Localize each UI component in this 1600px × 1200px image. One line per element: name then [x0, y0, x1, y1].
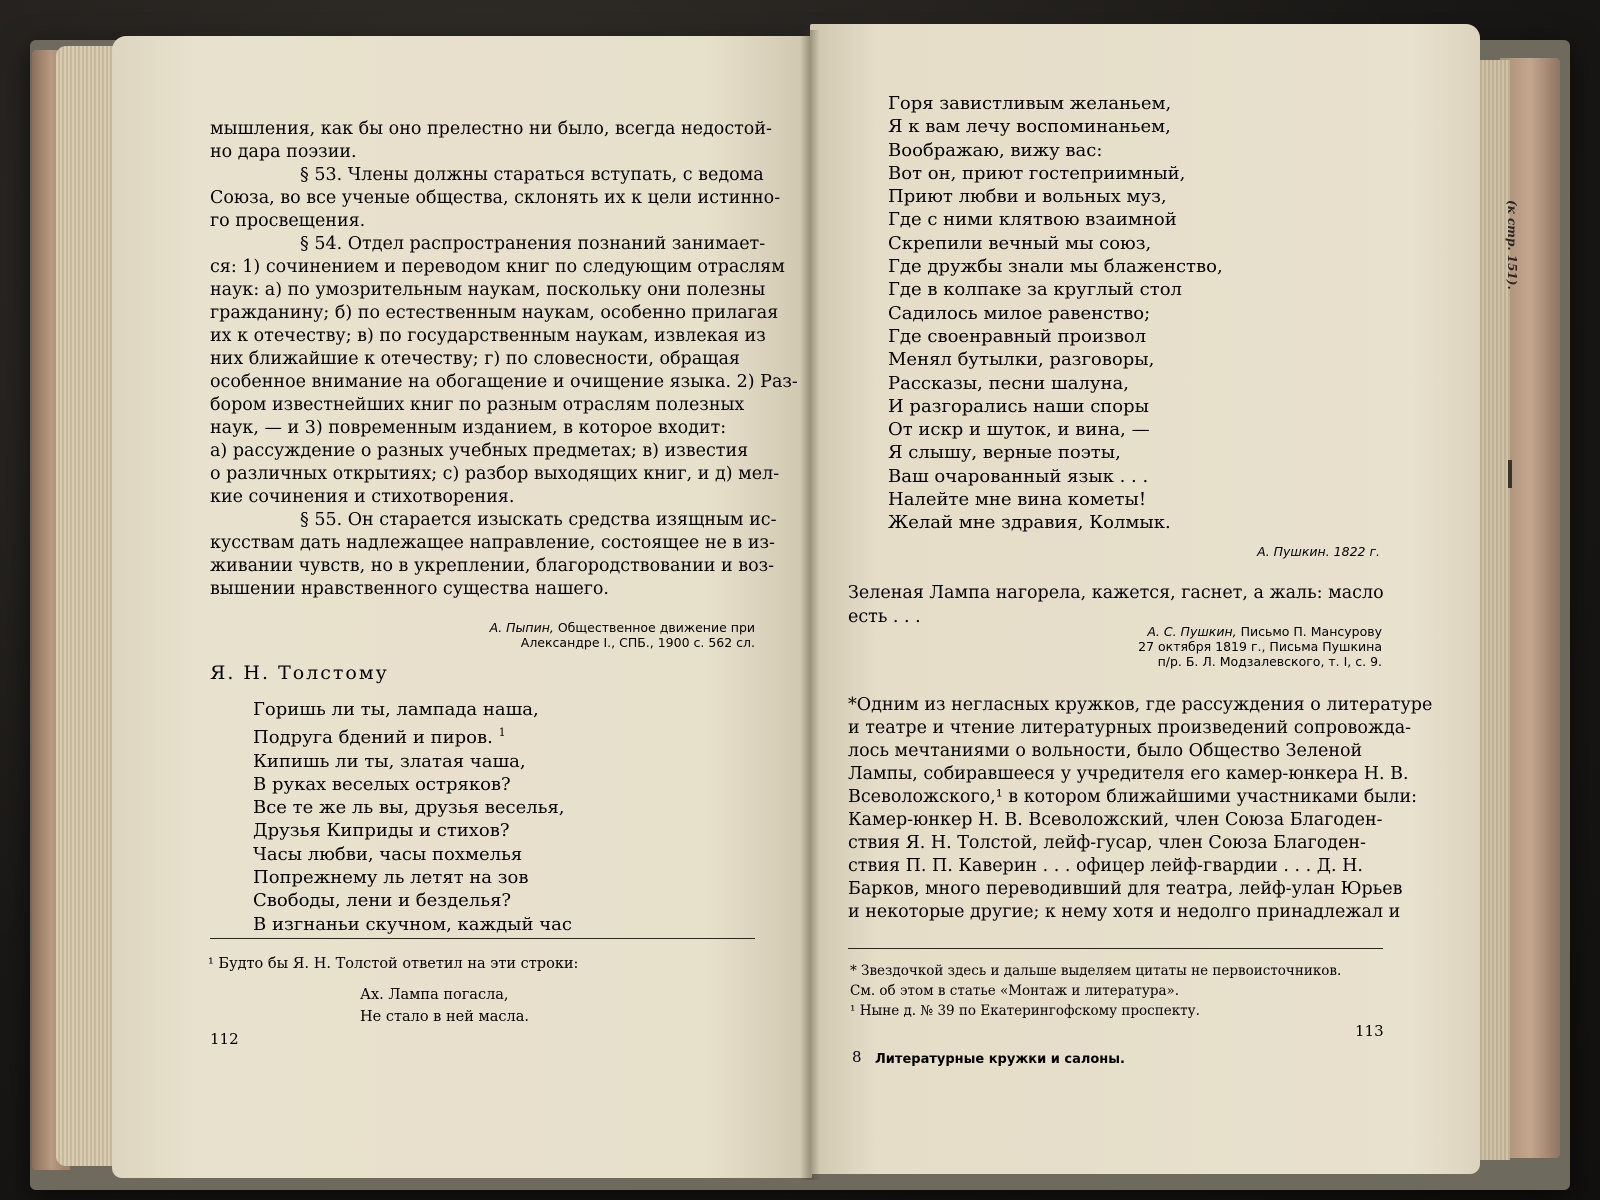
poem-line: Подруга бдений и пиров. $^1$ [253, 726, 506, 749]
poem-line: Горишь ли ты, лампада наша, [253, 699, 539, 720]
left-body-line: мышления, как бы оно прелестно ни было, всегда недостой- [210, 119, 772, 139]
side-mark [1508, 460, 1512, 488]
left-body-line: § 55. Он старается изыскать средства изящным ис- [300, 510, 777, 530]
left-body-line: Союза, во все ученые общества, склонять их к цели истинно- [210, 188, 781, 208]
poem-line: Желай мне здравия, Колмык. [888, 512, 1171, 534]
poem-line: Приют любви и вольных муз, [888, 186, 1167, 208]
left-body-line: наук, — и 3) повременным изданием, в которое входит: [210, 418, 727, 438]
poem-line: Где в колпаке за круглый стол [888, 279, 1182, 301]
poem-line: От искр и шуток, и вина, — [888, 419, 1150, 441]
right-page-number: 113 [1355, 1022, 1384, 1040]
right-body-line: Барков, много переводивший для театра, лейф-улан Юрьев [848, 879, 1403, 899]
left-citation-line2: Александре I., СПБ., 1900 с. 562 сл. [520, 635, 755, 650]
left-page-number: 112 [210, 1030, 239, 1048]
left-body-line: ся: 1) сочинением и переводом книг по следующим отраслям [210, 257, 785, 277]
poem-title: Я. Н. Толстому [210, 662, 389, 684]
book-gutter [800, 30, 820, 1180]
right-poem-citation: А. Пушкин. 1822 г. [1257, 544, 1380, 559]
side-note: (к стр. 151). [1505, 200, 1519, 290]
poem-line: Свободы, лени и безделья? [253, 890, 512, 912]
right-body-line: Всеволожского,¹ в котором ближайшими участниками были: [848, 787, 1418, 807]
left-citation [440, 620, 755, 650]
poem-line: Где своенравный произвол [888, 325, 1147, 347]
poem-line: Воображаю, вижу вас: [888, 139, 1103, 161]
poem-line: Налейте мне вина кометы! [888, 489, 1147, 511]
right-body-line: Лампы, собиравшееся у учредителя его камер-юнкера Н. В. [848, 764, 1409, 784]
right-body-line: Камер-юнкер Н. В. Всеволожский, член Союза Благоден- [848, 810, 1383, 830]
poem-line: Менял бутылки, разговоры, [888, 349, 1155, 371]
right-body-line: ствия Я. Н. Толстой, лейф-гусар, член Союза Благоден- [848, 833, 1366, 853]
left-citation-line1: Общественное движение при [557, 620, 755, 635]
left-footnote-verse1: Ах. Лампа погасла, [360, 987, 509, 1003]
right-body-line: *Одним из негласных кружков, где рассуждения о литературе [848, 695, 1433, 715]
poem-line: Где дружбы знали мы блаженство, [888, 256, 1223, 278]
right-poem [888, 92, 1223, 535]
left-body-line: живании чувств, но в укреплении, благородствовании и воз- [210, 556, 775, 576]
left-body-line: их к отечеству; в) по государственным наукам, извлекая из [210, 326, 766, 346]
right-body-line: ствия П. П. Каверин . . . офицер лейф-гвардии . . . Д. Н. [848, 856, 1363, 876]
poem-line: Где с ними клятвою взаимной [888, 209, 1177, 231]
right-body-line: и театре и чтение литературных произведений сопровожда- [848, 718, 1412, 738]
right-footnote-line1: * Звездочкой здесь и дальше выделяем цитаты не первоисточников. [850, 963, 1342, 979]
right-footnote-rule [848, 948, 1383, 949]
signature-title: Литературные кружки и салоны. [875, 1052, 1125, 1067]
poem-line: Садилось милое равенство; [888, 302, 1151, 324]
poem-line: В изгнаньи скучном, каждый час [253, 913, 572, 935]
left-body-line: но дара поэзии. [210, 142, 357, 162]
right-body-line: и некоторые другие; к нему хотя и недолго принадлежал и [848, 902, 1401, 922]
poem-line: Я слышу, верные поэты, [888, 442, 1121, 464]
left-footnote-verse2: Не стало в ней масла. [360, 1009, 529, 1025]
left-poem [253, 698, 572, 936]
poem-line: Вот он, приют гостеприимный, [888, 162, 1186, 184]
poem-line: Все те же ль вы, друзья веселья, [253, 797, 565, 819]
left-body-line: них ближайшие к отечеству; г) по словесности, обращая [210, 349, 740, 369]
left-body-line: наук: а) по умозрительным наукам, поскольку они полезны [210, 280, 766, 300]
left-body-line: § 54. Отдел распространения познаний занимает- [300, 234, 766, 254]
left-body-line: а) рассуждение о разных учебных предметах; в) известия [210, 441, 749, 461]
poem-line: Скрепили вечный мы союз, [888, 232, 1152, 254]
poem-line: Часы любви, часы похмелья [253, 843, 523, 865]
right-quote-line2: есть . . . [848, 607, 921, 627]
left-body-line: о различных открытиях; с) разбор выходящих книг, и д) мел- [210, 464, 780, 484]
right-footnote-line2: См. об этом в статье «Монтаж и литература». [850, 983, 1180, 999]
poem-line: Попрежнему ль летят на зов [253, 867, 529, 889]
left-body-line: гражданину; б) по естественным наукам, особенно прилагая [210, 303, 779, 323]
left-body-line: кие сочинения и стихотворения. [210, 487, 515, 507]
poem-line: Рассказы, песни шалуна, [888, 372, 1129, 394]
right-footnote-line3: ¹ Ныне д. № 39 по Екатерингофскому проспекту. [850, 1003, 1200, 1019]
poem-line: Ваш очарованный язык . . . [888, 465, 1149, 487]
left-body-line: бором известнейших книг по разным отраслям полезных [210, 395, 745, 415]
left-body-line: § 53. Члены должны стараться вступать, с ведома [300, 165, 764, 185]
poem-line: И разгорались наши споры [888, 395, 1149, 417]
page-stack-left [56, 46, 116, 1166]
left-body-line: вышении нравственного существа нашего. [210, 579, 609, 599]
left-body-line: го просвещения. [210, 211, 366, 231]
left-citation-author: А. Пыпин, [489, 620, 554, 635]
left-body-line: особенное внимание на обогащение и очищение языка. 2) Раз- [210, 372, 798, 392]
left-body-line: кусствам дать надлежащее направление, состоящее не в из- [210, 533, 775, 553]
left-footnote-rule [210, 938, 755, 939]
right-quote-cite-author: А. С. Пушкин, [1147, 624, 1237, 639]
right-body-line: лось мечтаниями о вольности, было Общество Зеленой [848, 741, 1363, 761]
poem-line: Друзья Киприды и стихов? [253, 820, 510, 842]
poem-line: Горя завистливым желаньем, [888, 93, 1172, 114]
poem-line: Я к вам лечу воспоминаньем, [888, 116, 1171, 138]
poem-line: Кипишь ли ты, златая чаша, [253, 750, 526, 772]
footnote-marker: 1 [498, 726, 506, 740]
right-quote-line1: Зеленая Лампа нагорела, кажется, гаснет, а жаль: масло [848, 583, 1384, 603]
left-footnote: ¹ Будто бы Я. Н. Толстой ответил на эти строки: [208, 956, 579, 972]
poem-line: В руках веселых остряков? [253, 773, 511, 795]
right-quote-citation: А. С. Пушкин, Письмо П. Мансурову 27 октября 1819 г., Письма Пушкина п/р. Б. Л. Модзалевского, т. I, с. 9. [1138, 624, 1382, 669]
signature-number: 8 [852, 1048, 862, 1066]
